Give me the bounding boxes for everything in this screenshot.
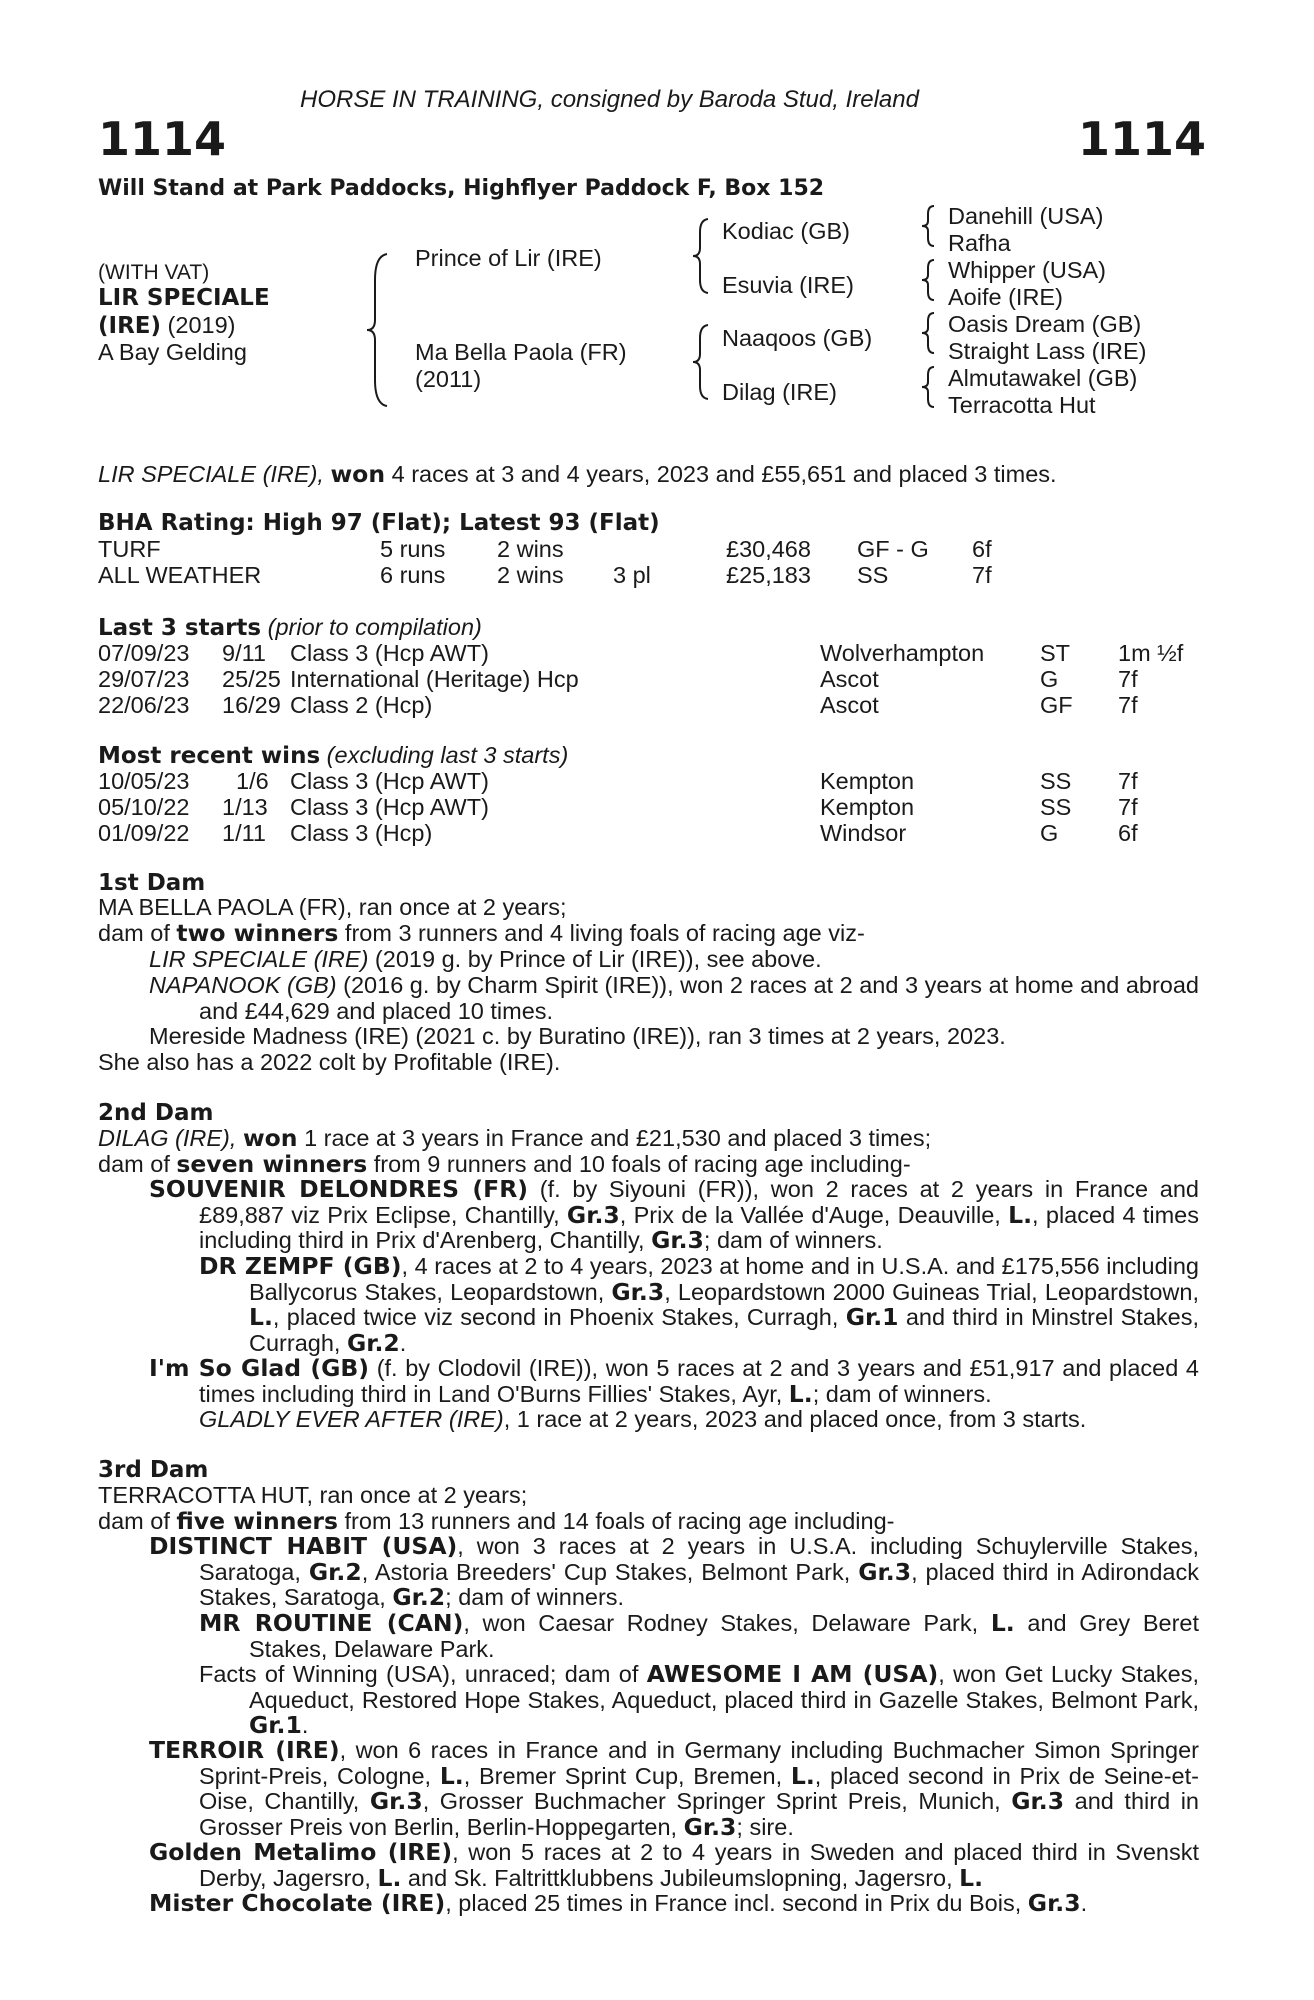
start-dist: 7f: [1118, 666, 1138, 692]
rating-money: £30,468: [726, 536, 811, 562]
grade: Gr.3: [611, 1277, 665, 1306]
text: , Astoria Breeders' Cup Stakes, Belmont Park,: [361, 1558, 859, 1585]
text: and Grey Beret Stakes, Delaware Park.: [249, 1610, 1200, 1662]
start-date: 29/07/23: [98, 666, 190, 692]
grade: Gr.3: [858, 1557, 912, 1586]
text: , won Caesar Rodney Stakes, Delaware Park,: [463, 1610, 991, 1636]
dam1-produce-3: Mereside Madness (IRE) (2021 c. by Buratino (IRE)), ran 3 times at 2 years, 2023.: [149, 1023, 1006, 1049]
dam1-produce-4: She also has a 2022 colt by Profitable (IRE).: [98, 1049, 561, 1075]
pedigree-dam: Ma Bella Paola (FR): [415, 339, 627, 365]
pedigree-g3-5: Oasis Dream (GB): [948, 311, 1142, 337]
grade: Gr.2: [308, 1557, 362, 1586]
grade: Gr.2: [392, 1583, 446, 1611]
dam1-heading: 1st Dam: [98, 870, 206, 896]
text: , Bremer Sprint Cup, Bremen,: [463, 1762, 791, 1789]
runner-name: DISTINCT HABIT (USA): [149, 1532, 458, 1560]
win-date: 10/05/23: [98, 768, 190, 794]
summary-won: won: [330, 460, 386, 488]
grade: L.: [788, 1379, 813, 1408]
grade: Gr.3: [651, 1226, 704, 1254]
text: from 9 runners and 10 foals of racing age including-: [367, 1151, 911, 1177]
dam3-winners: five winners: [176, 1507, 338, 1535]
dam1-produce-1: [149, 947, 822, 973]
win-dist: 7f: [1118, 768, 1138, 794]
text: dam of: [98, 920, 177, 946]
dam2-won: won: [242, 1124, 298, 1152]
start-race: Class 2 (Hcp): [290, 692, 433, 718]
recent-heading: [98, 742, 568, 769]
pedigree-brace-sire: [690, 216, 714, 296]
rating-runs: 5 runs: [380, 536, 446, 562]
rating-going: GF - G: [857, 536, 929, 562]
start-dist: 7f: [1118, 692, 1138, 718]
win-date: 01/09/22: [98, 820, 190, 846]
text: , won 3 races at 2 years in U.S.A. including Schuylerville Stakes, Saratoga,: [199, 1533, 1199, 1585]
win-race: Class 3 (Hcp): [290, 820, 433, 846]
text: , placed second in Prix de Seine-et-Oise, Chantilly,: [199, 1762, 1199, 1814]
horse-country: (IRE): [98, 313, 162, 339]
text: and third in Grosser Preis von Berlin, Berlin-Hoppegarten,: [199, 1788, 1199, 1840]
win-going: SS: [1040, 768, 1072, 794]
pedigree-g3-1: Danehill (USA): [948, 203, 1104, 229]
pedigree-g3-8: Terracotta Hut: [948, 392, 1096, 418]
runner-name: Mister Chocolate (IRE): [149, 1889, 446, 1917]
text: dam of: [98, 1151, 177, 1177]
runner-name: MR ROUTINE (CAN): [199, 1609, 464, 1637]
start-going: ST: [1040, 640, 1071, 666]
start-going: G: [1040, 666, 1059, 692]
dam1-produce-2: [149, 973, 1199, 1024]
start-race: Class 3 (Hcp AWT): [290, 640, 489, 666]
dam2-winners: seven winners: [176, 1150, 368, 1178]
grade: L.: [439, 1761, 464, 1790]
text: from 3 runners and 4 living foals of racing age viz-: [338, 920, 865, 946]
pedigree-dam-sire: Naaqoos (GB): [722, 325, 873, 351]
pedigree-dam-dam: Dilag (IRE): [722, 379, 837, 405]
win-date: 05/10/22: [98, 794, 190, 820]
win-position: 1/11: [222, 820, 266, 846]
rating-wins: 2 wins: [497, 536, 564, 562]
text: Facts of Winning (USA), unraced; dam of: [199, 1661, 647, 1687]
start-date: 22/06/23: [98, 692, 190, 718]
text: , 4 races at 2 to 4 years, 2023 at home and in U.S.A. and £175,556 including Ballycorus Stakes, Leopardstown,: [249, 1253, 1199, 1305]
start-position: 16/29: [222, 692, 281, 718]
dam3-heading: 3rd Dam: [98, 1457, 209, 1483]
pedigree-brace-main: [365, 250, 395, 410]
recent-note: (excluding last 3 starts): [320, 742, 569, 768]
dam2-entry-imsoglad: [149, 1356, 1199, 1407]
race-summary: [98, 460, 1057, 488]
dam1-produce-summary: [98, 921, 865, 947]
grade: L.: [959, 1863, 984, 1892]
text: (f. by Siyouni (FR)), won 2 races at 2 years in France and £89,887 viz Prix Eclipse, Chantilly,: [199, 1176, 1199, 1228]
runner-name: I'm So Glad (GB): [149, 1354, 370, 1382]
pedigree-g3-2: Rafha: [948, 230, 1011, 256]
dam3-entry-terroir: [149, 1738, 1199, 1840]
rating-dist: 6f: [972, 536, 992, 562]
dam2-line: [98, 1126, 931, 1152]
dam2-produce-summary: [98, 1152, 911, 1178]
runner-name: GLADLY EVER AFTER (IRE): [199, 1406, 504, 1432]
text: , placed 25 times in France incl. second in Prix du Bois,: [445, 1890, 1028, 1916]
text: , Leopardstown 2000 Guineas Trial, Leopardstown,: [664, 1278, 1199, 1305]
consignment-line: HORSE IN TRAINING, consigned by Baroda Stud, Ireland: [300, 86, 919, 113]
runner-name: Golden Metalimo (IRE): [149, 1838, 453, 1866]
dam2-entry-souvenir: [149, 1177, 1199, 1254]
pedigree-brace-dam: [690, 322, 714, 402]
runner-name: AWESOME I AM (USA): [646, 1660, 939, 1688]
win-race: Class 3 (Hcp AWT): [290, 768, 489, 794]
pedigree-sire-dam: Esuvia (IRE): [722, 272, 854, 298]
grade: L.: [1008, 1200, 1033, 1229]
text: (f. by Clodovil (IRE)), won 5 races at 2 and 3 years and £51,917 and placed 4 times including third in Land O'Burns Fillies' Stakes, Ayr,: [199, 1355, 1199, 1407]
pedigree-g3-7: Almutawakel (GB): [948, 365, 1138, 391]
grade: Gr.2: [346, 1328, 400, 1357]
produce-text: (2016 g. by Charm Spirit (IRE)), won 2 races at 2 and 3 years at home and abroad and £44,629 and placed 10 times.: [199, 972, 1199, 1024]
start-race: International (Heritage) Hcp: [290, 666, 579, 692]
last3-title: Last 3 starts: [98, 615, 262, 641]
text: , Prix de la Vallée d'Auge, Deauville,: [619, 1201, 1009, 1228]
win-going: G: [1040, 820, 1059, 846]
pedigree-brace-g3-1: [918, 204, 940, 248]
start-course: Ascot: [820, 666, 879, 692]
text: ; sire.: [736, 1813, 794, 1840]
text: 1 race at 3 years in France and £21,530 and placed 3 times;: [297, 1125, 932, 1151]
rating-runs: 6 runs: [380, 562, 446, 588]
dam3-entry-distinct: [149, 1534, 1199, 1611]
text: , won Get Lucky Stakes, Aqueduct, Restored Hope Stakes, Aqueduct, placed third in Gazelle Stakes, Belmont Park,: [249, 1661, 1199, 1713]
text: , won 6 races in France and in Germany including Buchmacher Simon Springer Sprint-Preis, Cologne,: [199, 1737, 1199, 1789]
grade: Gr.3: [683, 1812, 737, 1841]
pedigree-brace-g3-4: [918, 365, 940, 409]
runner-name: TERROIR (IRE): [149, 1736, 340, 1764]
win-course: Kempton: [820, 794, 915, 820]
start-going: GF: [1040, 692, 1073, 718]
rating-places: 3 pl: [613, 562, 651, 588]
rating-wins: 2 wins: [497, 562, 564, 588]
last3-note: (prior to compilation): [261, 614, 482, 640]
horse-description: A Bay Gelding: [98, 339, 247, 365]
text: , placed 4 times including third in Prix d'Arenberg, Chantilly,: [199, 1201, 1199, 1253]
dam3-produce-summary: [98, 1509, 894, 1535]
pedigree-sire-sire: Kodiac (GB): [722, 218, 850, 244]
pedigree-sire: Prince of Lir (IRE): [415, 245, 602, 271]
rating-going: SS: [857, 562, 889, 588]
dam2-name: DILAG (IRE),: [98, 1125, 237, 1151]
win-dist: 6f: [1118, 820, 1138, 846]
win-race: Class 3 (Hcp AWT): [290, 794, 489, 820]
dam1-winners: two winners: [176, 919, 339, 947]
produce-entry: [149, 973, 1199, 1024]
pedigree-g3-4: Aoife (IRE): [948, 284, 1063, 310]
start-position: 25/25: [222, 666, 281, 692]
pedigree-g3-6: Straight Lass (IRE): [948, 338, 1147, 364]
dam3-entry-golden: [149, 1840, 1199, 1891]
grade: Gr.3: [566, 1200, 620, 1229]
grade: Gr.3: [1027, 1889, 1081, 1917]
pedigree-g3-3: Whipper (USA): [948, 257, 1107, 283]
dam2-entry-drzempf: [199, 1254, 1199, 1356]
grade: L.: [377, 1863, 402, 1892]
text: .: [1080, 1890, 1088, 1916]
dam2-entry-gladly: [199, 1407, 1086, 1433]
last3-heading: [98, 614, 482, 641]
win-going: SS: [1040, 794, 1072, 820]
text: ; dam of winners.: [812, 1380, 992, 1407]
grade: L.: [249, 1303, 273, 1331]
win-dist: 7f: [1118, 794, 1138, 820]
grade: Gr.1: [249, 1711, 302, 1739]
start-dist: 1m ½f: [1118, 640, 1184, 666]
text: , won 5 races at 2 to 4 years in Sweden and placed third in Svenskt Derby, Jagersro,: [199, 1839, 1199, 1891]
text: , placed third in Adirondack Stakes, Saratoga,: [199, 1558, 1199, 1610]
produce-text: (2019 g. by Prince of Lir (IRE)), see above.: [368, 946, 822, 972]
win-position: 1/13: [222, 794, 268, 820]
text: .: [399, 1329, 407, 1356]
pedigree-dam-year: (2011): [415, 366, 482, 392]
grade: Gr.3: [369, 1787, 423, 1815]
text: , Grosser Buchmacher Springer Sprint Preis, Munich,: [422, 1788, 1012, 1814]
text: ; dam of winners.: [445, 1584, 625, 1610]
text: and third in Minstrel Stakes, Curragh,: [249, 1304, 1199, 1356]
text: dam of: [98, 1508, 177, 1534]
dam3-entry-facts: [199, 1662, 1199, 1739]
text: and Sk. Faltrittklubbens Jubileumslopning, Jagersro,: [401, 1864, 960, 1891]
rating-heading: BHA Rating: High 97 (Flat); Latest 93 (Flat): [98, 510, 660, 536]
win-position: 1/6: [236, 768, 269, 794]
produce-name: NAPANOOK (GB): [149, 972, 337, 998]
grade: L.: [790, 1761, 815, 1790]
dam3-entry-chocolate: [149, 1891, 1087, 1917]
rating-surface: ALL WEATHER: [98, 562, 262, 588]
pedigree-brace-g3-3: [918, 311, 940, 355]
start-position: 9/11: [222, 640, 266, 666]
lot-number-right: 1114: [1077, 112, 1206, 166]
rating-dist: 7f: [972, 562, 992, 588]
horse-year: (2019): [161, 312, 236, 338]
summary-horse: LIR SPECIALE (IRE),: [98, 461, 324, 487]
grade: Gr.3: [1011, 1787, 1065, 1815]
runner-name: DR ZEMPF (GB): [199, 1252, 402, 1280]
stable-location: Will Stand at Park Paddocks, Highflyer Paddock F, Box 152: [98, 176, 825, 201]
win-course: Kempton: [820, 768, 915, 794]
horse-origin-year: [98, 312, 235, 339]
dam1-line: MA BELLA PAOLA (FR), ran once at 2 years;: [98, 894, 567, 920]
text: from 13 runners and 14 foals of racing age including-: [337, 1508, 895, 1534]
runner-name: SOUVENIR DELONDRES (FR): [149, 1175, 529, 1203]
text: , placed twice viz second in Phoenix Stakes, Curragh,: [272, 1304, 846, 1330]
grade: Gr.1: [845, 1303, 899, 1331]
rating-money: £25,183: [726, 562, 811, 588]
dam3-line: TERRACOTTA HUT, ran once at 2 years;: [98, 1482, 528, 1508]
dam3-entry-mrroutine: [199, 1611, 1199, 1662]
start-date: 07/09/23: [98, 640, 190, 666]
win-course: Windsor: [820, 820, 907, 846]
summary-text: 4 races at 3 and 4 years, 2023 and £55,651 and placed 3 times.: [385, 461, 1057, 487]
produce-name: LIR SPECIALE (IRE): [149, 946, 369, 972]
pedigree-brace-g3-2: [918, 258, 940, 302]
lot-number-left: 1114: [98, 112, 227, 166]
text: ; dam of winners.: [703, 1227, 883, 1253]
recent-title: Most recent wins: [98, 743, 321, 769]
vat-note: (WITH VAT): [98, 261, 210, 284]
grade: L.: [990, 1609, 1015, 1637]
text: , 1 race at 2 years, 2023 and placed once, from 3 starts.: [503, 1406, 1087, 1432]
start-course: Wolverhampton: [820, 640, 985, 666]
rating-surface: TURF: [98, 536, 161, 562]
start-course: Ascot: [820, 692, 879, 718]
text: .: [301, 1712, 309, 1738]
dam2-heading: 2nd Dam: [98, 1100, 214, 1126]
horse-name: LIR SPECIALE: [98, 285, 270, 311]
